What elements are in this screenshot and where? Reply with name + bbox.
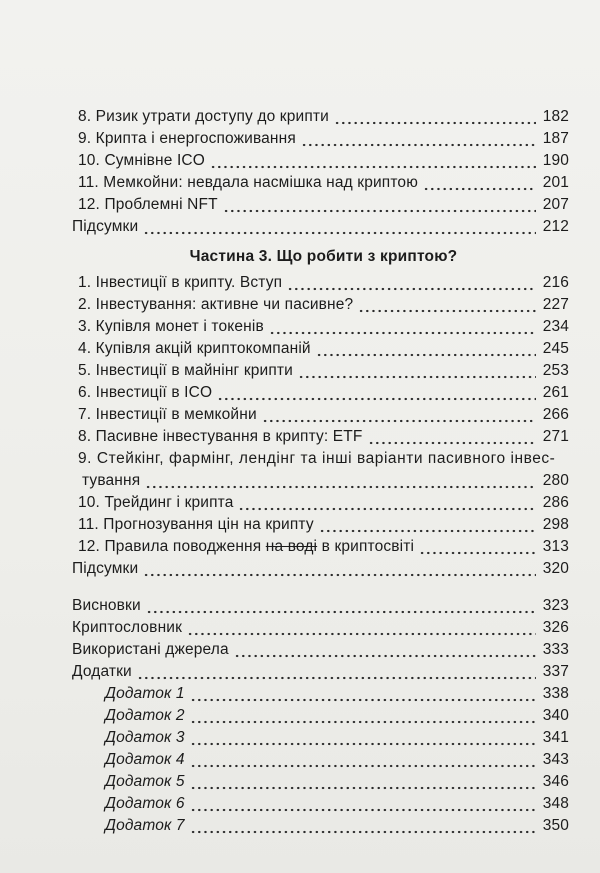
dot-leader — [146, 597, 536, 615]
struck-text: на воді — [265, 538, 318, 555]
dot-leader — [190, 729, 536, 747]
toc-entry-title: Додаток 2 — [105, 707, 185, 724]
toc-entry-title: Підсумки — [72, 560, 139, 577]
toc-entry — [78, 148, 569, 170]
toc-entry-title: 8. Ризик утрати доступу до крипти — [78, 108, 329, 125]
toc-entry-title: 10. Сумнівне ICO — [78, 152, 205, 169]
toc-entry — [78, 402, 569, 424]
toc-entry — [78, 512, 569, 534]
toc-entry — [78, 424, 569, 446]
dot-leader — [298, 362, 536, 380]
toc-entry-page: 298 — [542, 516, 569, 533]
toc-entry-page: 337 — [542, 663, 569, 680]
toc-entry-title: 9. Крипта і енергоспоживання — [78, 130, 296, 147]
dot-leader — [262, 406, 536, 424]
toc-entry-page: 227 — [542, 296, 569, 313]
toc-entry-page: 348 — [542, 795, 569, 812]
toc-entry-page: 253 — [542, 362, 569, 379]
toc-entry-page: 261 — [542, 384, 569, 401]
dot-leader — [190, 773, 536, 791]
toc-entry-title: 6. Інвестиції в ICO — [78, 384, 213, 401]
dot-leader — [368, 428, 536, 446]
toc-entry-page: 234 — [542, 318, 569, 335]
toc-entry-page: 190 — [542, 152, 569, 169]
toc-entry-title: Висновки — [72, 597, 141, 614]
dot-leader — [269, 318, 536, 336]
toc-entry-page: 271 — [542, 428, 569, 445]
toc-entry-page: 320 — [542, 560, 569, 577]
toc-entry-page: 216 — [542, 274, 569, 291]
toc-entry-page: 201 — [542, 174, 569, 191]
dot-leader — [287, 274, 536, 292]
toc-entry-title: Підсумки — [72, 218, 139, 235]
toc-entry — [78, 358, 569, 380]
toc-entry-title: Додаток 5 — [105, 773, 185, 790]
toc-entry-page: 245 — [542, 340, 569, 357]
toc-entry-page: 340 — [542, 707, 569, 724]
toc-entry — [78, 380, 569, 402]
dot-leader — [238, 494, 536, 512]
dot-leader — [187, 619, 536, 637]
toc-entry — [78, 292, 569, 314]
toc-entry-appendix — [105, 703, 569, 725]
toc-entry-page: 212 — [542, 218, 569, 235]
toc-entry-page: 323 — [542, 597, 569, 614]
toc-entry-page: 266 — [542, 406, 569, 423]
toc-entry-page: 286 — [542, 494, 569, 511]
toc-entry-title: 4. Купівля акцій криптокомпаній — [78, 340, 311, 357]
toc-entry-title: 5. Інвестиції в майнінг крипти — [78, 362, 293, 379]
toc-entry-continuation — [82, 468, 569, 490]
toc-entry-page: 207 — [542, 196, 569, 213]
toc-entry-summary — [72, 214, 569, 236]
toc-entry — [72, 659, 569, 681]
toc-entry-page: 350 — [542, 817, 569, 834]
dot-leader — [301, 130, 536, 148]
toc-entry-title: Криптословник — [72, 619, 183, 636]
dot-leader — [143, 218, 536, 236]
toc-entry-title: 3. Купівля монет і токенів — [78, 318, 264, 335]
toc-entry-title: 12. Проблемні NFT — [78, 196, 218, 213]
toc-entry — [78, 336, 569, 358]
toc-entry-appendix — [105, 769, 569, 791]
toc-entry-title: Додаток 6 — [105, 795, 185, 812]
toc-entry — [72, 593, 569, 615]
toc-entry-title: тування — [82, 472, 141, 489]
dot-leader — [145, 472, 536, 490]
toc-entry-title: 1. Інвестиції в крипту. Вступ — [78, 274, 283, 291]
title-part: в криптосвіті — [317, 538, 415, 555]
toc-entry-title: Додаток 3 — [105, 729, 185, 746]
dot-leader — [358, 296, 536, 314]
toc-entry-page: 343 — [542, 751, 569, 768]
dot-leader — [210, 152, 536, 170]
toc-entry — [72, 637, 569, 659]
dot-leader — [319, 516, 536, 534]
dot-leader — [137, 663, 536, 681]
toc-entry — [78, 270, 569, 292]
toc-entry — [78, 192, 569, 214]
dot-leader — [190, 795, 536, 813]
toc-entry — [78, 126, 569, 148]
toc-entry — [72, 615, 569, 637]
toc-entry-title: 8. Пасивне інвестування в крипту: ETF — [78, 428, 363, 445]
dot-leader — [190, 751, 536, 769]
toc-entry-title: Додатки — [72, 663, 132, 680]
dot-leader — [217, 384, 536, 402]
toc-entry-title: Додаток 1 — [105, 685, 185, 702]
toc-entry-title: Використані джерела — [72, 641, 229, 658]
dot-leader — [190, 817, 536, 835]
toc-entry-page: 313 — [542, 538, 569, 555]
toc-entry-appendix — [105, 791, 569, 813]
toc-entry-page: 326 — [542, 619, 569, 636]
toc-entry-page: 346 — [542, 773, 569, 790]
toc-entry — [78, 534, 569, 556]
toc-entry-page: 333 — [542, 641, 569, 658]
toc-entry-title: 11. Мемкойни: невдала насмішка над криптою — [78, 174, 418, 191]
dot-leader — [316, 340, 536, 358]
toc-entry-appendix — [105, 747, 569, 769]
dot-leader — [423, 174, 536, 192]
toc-entry-appendix — [105, 681, 569, 703]
part-heading: Частина 3. Що робити з криптою? — [189, 248, 458, 265]
toc-entry-page: 341 — [542, 729, 569, 746]
toc-entry-title — [78, 538, 417, 556]
toc-entry-summary — [72, 556, 569, 578]
toc-entry — [78, 490, 569, 512]
dot-leader — [334, 108, 536, 126]
title-part: 12. Правила поводження — [78, 538, 266, 555]
toc-entry-title: 9. Стейкінг, фармінг, лендінг та інші варіанти пасивного інвес- — [78, 450, 556, 467]
toc-entry — [78, 314, 569, 336]
toc-entry-title: 11. Прогнозування цін на крипту — [78, 516, 314, 533]
dot-leader — [143, 560, 536, 578]
dot-leader — [190, 685, 536, 703]
toc-entry-title: Додаток 7 — [105, 817, 185, 834]
toc-entry-title: 7. Інвестиції в мемкойни — [78, 406, 257, 423]
toc-entry — [78, 104, 569, 126]
toc-entry-appendix — [105, 725, 569, 747]
dot-leader — [419, 538, 536, 556]
toc-entry-title: 2. Інвестування: активне чи пасивне? — [78, 296, 354, 313]
toc-entry-page: 338 — [542, 685, 569, 702]
toc-entry-page: 182 — [542, 108, 569, 125]
toc-entry-page: 280 — [542, 472, 569, 489]
toc-entry — [78, 170, 569, 192]
dot-leader — [223, 196, 536, 214]
toc-entry-page: 187 — [542, 130, 569, 147]
toc-entry-title: 10. Трейдинг і крипта — [78, 494, 234, 511]
dot-leader — [234, 641, 536, 659]
toc-entry-appendix — [105, 813, 569, 835]
dot-leader — [190, 707, 536, 725]
toc-entry — [78, 446, 569, 468]
toc-entry-title: Додаток 4 — [105, 751, 185, 768]
